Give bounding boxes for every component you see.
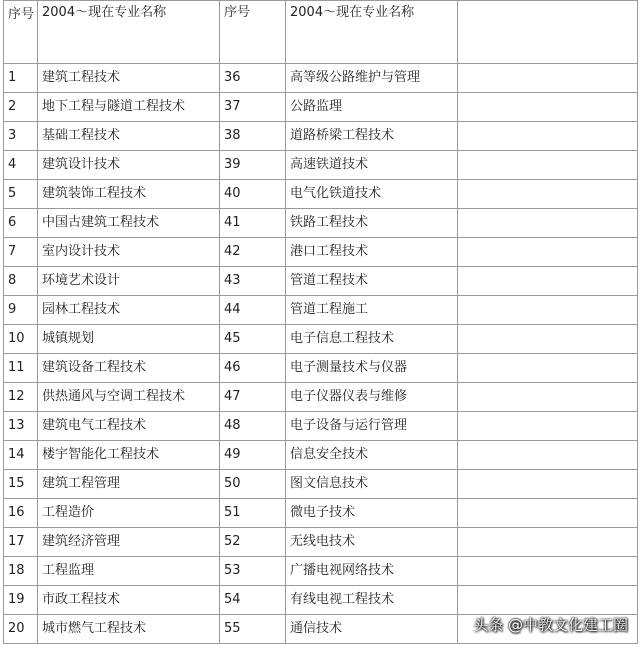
cell-seq-2: 41 (220, 209, 286, 238)
cell-major-name-1: 建筑工程技术 (38, 64, 220, 93)
table-row (4, 499, 638, 528)
table-row (4, 586, 638, 615)
cell-major-name-2: 铁路工程技术 (286, 209, 458, 238)
cell-major-name-1: 建筑电气工程技术 (38, 412, 220, 441)
cell-major-name-1: 建筑经济管理 (38, 528, 220, 557)
cell-seq-1: 17 (4, 528, 38, 557)
cell-seq-1: 20 (4, 615, 38, 644)
cell-empty (458, 122, 638, 151)
cell-major-name-2: 广播电视网络技术 (286, 557, 458, 586)
cell-major-name-1: 室内设计技术 (38, 238, 220, 267)
cell-seq-2: 44 (220, 296, 286, 325)
cell-seq-1: 16 (4, 499, 38, 528)
cell-seq-1: 18 (4, 557, 38, 586)
cell-seq-1: 15 (4, 470, 38, 499)
cell-major-name-1: 环境艺术设计 (38, 267, 220, 296)
cell-major-name-1: 建筑装饰工程技术 (38, 180, 220, 209)
cell-seq-2: 47 (220, 383, 286, 412)
header-seq-2: 序号 (220, 1, 286, 64)
cell-empty (458, 180, 638, 209)
table-row (4, 151, 638, 180)
cell-empty (458, 499, 638, 528)
cell-seq-2: 38 (220, 122, 286, 151)
cell-seq-1: 14 (4, 441, 38, 470)
table-body (4, 64, 638, 644)
header-seq-1: 序号 (4, 1, 38, 64)
cell-major-name-2: 电子测量技术与仪器 (286, 354, 458, 383)
cell-empty (458, 64, 638, 93)
cell-major-name-2: 电子仪器仪表与维修 (286, 383, 458, 412)
cell-major-name-1: 园林工程技术 (38, 296, 220, 325)
cell-major-name-2: 公路监理 (286, 93, 458, 122)
cell-seq-2: 48 (220, 412, 286, 441)
cell-major-name-1: 建筑设备工程技术 (38, 354, 220, 383)
cell-major-name-1: 楼宇智能化工程技术 (38, 441, 220, 470)
cell-major-name-1: 地下工程与隧道工程技术 (38, 93, 220, 122)
cell-major-name-1: 建筑设计技术 (38, 151, 220, 180)
cell-seq-2: 45 (220, 325, 286, 354)
table-row (4, 64, 638, 93)
cell-major-name-1: 中国古建筑工程技术 (38, 209, 220, 238)
cell-seq-2: 53 (220, 557, 286, 586)
cell-major-name-2: 微电子技术 (286, 499, 458, 528)
cell-seq-1: 10 (4, 325, 38, 354)
cell-seq-2: 43 (220, 267, 286, 296)
cell-major-name-1: 城镇规划 (38, 325, 220, 354)
cell-empty (458, 296, 638, 325)
cell-empty (458, 441, 638, 470)
cell-seq-2: 46 (220, 354, 286, 383)
cell-seq-2: 40 (220, 180, 286, 209)
table-header-row (4, 1, 638, 64)
table-row (4, 267, 638, 296)
header-major-name-1: 2004～现在专业名称 (38, 1, 220, 64)
table-row (4, 354, 638, 383)
cell-major-name-1: 基础工程技术 (38, 122, 220, 151)
cell-seq-2: 54 (220, 586, 286, 615)
majors-table (3, 0, 638, 644)
table-row (4, 180, 638, 209)
cell-major-name-1: 工程监理 (38, 557, 220, 586)
header-empty (458, 1, 638, 64)
cell-seq-1: 3 (4, 122, 38, 151)
cell-empty (458, 93, 638, 122)
cell-major-name-2: 管道工程施工 (286, 296, 458, 325)
cell-empty (458, 586, 638, 615)
cell-seq-1: 4 (4, 151, 38, 180)
cell-major-name-2: 电气化铁道技术 (286, 180, 458, 209)
cell-empty (458, 267, 638, 296)
cell-seq-1: 11 (4, 354, 38, 383)
cell-empty (458, 354, 638, 383)
cell-seq-1: 5 (4, 180, 38, 209)
cell-seq-1: 2 (4, 93, 38, 122)
cell-empty (458, 528, 638, 557)
cell-major-name-1: 供热通风与空调工程技术 (38, 383, 220, 412)
cell-seq-1: 7 (4, 238, 38, 267)
table-row (4, 383, 638, 412)
cell-empty (458, 209, 638, 238)
cell-empty (458, 151, 638, 180)
header-major-name-2: 2004～现在专业名称 (286, 1, 458, 64)
cell-seq-2: 36 (220, 64, 286, 93)
cell-seq-2: 37 (220, 93, 286, 122)
cell-major-name-2: 信息安全技术 (286, 441, 458, 470)
cell-major-name-2: 高等级公路维护与管理 (286, 64, 458, 93)
table-row (4, 441, 638, 470)
cell-empty (458, 412, 638, 441)
cell-seq-2: 42 (220, 238, 286, 267)
cell-seq-1: 8 (4, 267, 38, 296)
cell-empty (458, 470, 638, 499)
cell-major-name-2: 高速铁道技术 (286, 151, 458, 180)
cell-empty (458, 557, 638, 586)
table-row (4, 209, 638, 238)
cell-major-name-1: 工程造价 (38, 499, 220, 528)
table-row (4, 528, 638, 557)
table-row (4, 122, 638, 151)
table-row (4, 557, 638, 586)
cell-seq-1: 1 (4, 64, 38, 93)
cell-seq-1: 13 (4, 412, 38, 441)
cell-seq-1: 9 (4, 296, 38, 325)
cell-seq-2: 52 (220, 528, 286, 557)
cell-major-name-2: 图文信息技术 (286, 470, 458, 499)
table-row (4, 412, 638, 441)
cell-seq-2: 51 (220, 499, 286, 528)
table-row (4, 470, 638, 499)
cell-major-name-2: 通信技术 (286, 615, 458, 644)
cell-seq-1: 12 (4, 383, 38, 412)
table-row (4, 238, 638, 267)
cell-major-name-1: 建筑工程管理 (38, 470, 220, 499)
cell-major-name-2: 管道工程技术 (286, 267, 458, 296)
table-row (4, 296, 638, 325)
cell-empty (458, 383, 638, 412)
cell-seq-2: 55 (220, 615, 286, 644)
cell-seq-2: 39 (220, 151, 286, 180)
cell-major-name-2: 港口工程技术 (286, 238, 458, 267)
cell-major-name-2: 电子信息工程技术 (286, 325, 458, 354)
cell-seq-1: 6 (4, 209, 38, 238)
table-row (4, 325, 638, 354)
cell-major-name-2: 有线电视工程技术 (286, 586, 458, 615)
cell-major-name-1: 城市燃气工程技术 (38, 615, 220, 644)
cell-major-name-1: 市政工程技术 (38, 586, 220, 615)
cell-seq-2: 49 (220, 441, 286, 470)
watermark: 头条 @中教文化建工圈 (473, 616, 628, 634)
cell-empty (458, 325, 638, 354)
cell-seq-2: 50 (220, 470, 286, 499)
cell-major-name-2: 道路桥梁工程技术 (286, 122, 458, 151)
cell-major-name-2: 电子设备与运行管理 (286, 412, 458, 441)
cell-major-name-2: 无线电技术 (286, 528, 458, 557)
table-row (4, 93, 638, 122)
cell-empty (458, 238, 638, 267)
cell-seq-1: 19 (4, 586, 38, 615)
